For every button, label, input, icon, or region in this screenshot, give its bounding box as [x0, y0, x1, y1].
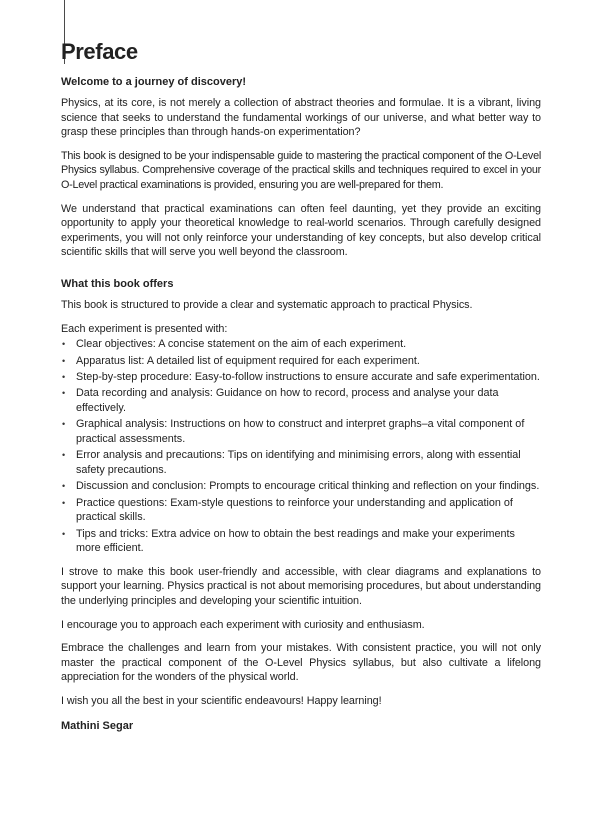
offers-intro: This book is structured to provide a clear and systematic approach to practical Physics.	[61, 298, 473, 311]
intro-paragraph: We understand that practical examinations can often feel daunting, yet they provide an exciting opportunity to apply your theoretical knowledge to real-world scenarios. Through carefully designed experiments, you will not only reinforce your understanding of key concepts, but also develop critical scientific skills that will serve you well beyond the classroom.	[61, 202, 541, 259]
list-item: • Apparatus list: A detailed list of equipment required for each experiment.	[61, 354, 541, 369]
welcome-heading: Welcome to a journey of discovery!	[61, 76, 247, 88]
closing-paragraph: I wish you all the best in your scientific endeavours! Happy learning!	[61, 694, 382, 707]
list-item: • Graphical analysis: Instructions on how to construct and interpret graphs–a vital component of practical assessments.	[61, 417, 541, 446]
author-signature: Mathini Segar	[61, 719, 134, 732]
closing-paragraph: I encourage you to approach each experiment with curiosity and enthusiasm.	[61, 618, 425, 631]
offers-heading: What this book offers	[61, 277, 174, 290]
preface-page	[61, 40, 541, 732]
intro-paragraph: This book is designed to be your indispensable guide to mastering the practical component of the O-Level Physics syllabus. Comprehensive coverage of the practical skills and techniques required to excel in your O-Level practical examinations is provided, ensuring you are well-prepared for them.	[61, 149, 541, 191]
closing-paragraph: Embrace the challenges and learn from your mistakes. With consistent practice, you will not only master the practical component of the O-Level Physics syllabus, but also cultivate a lifelong appreciation for the wonders of the physical world.	[61, 642, 541, 684]
list-lead: Each experiment is presented with:	[61, 322, 228, 335]
closing-paragraph: I strove to make this book user-friendly and accessible, with clear diagrams and explanations to support your learning. Physics practical is not about memorising procedures, but about understanding the underlying principles and developing your scientific intuition.	[61, 565, 541, 607]
list-item: • Data recording and analysis: Guidance on how to record, process and analyse your data effectively.	[61, 386, 541, 415]
list-item: • Tips and tricks: Extra advice on how to obtain the best readings and make your experiments more efficient.	[61, 527, 541, 556]
list-item: • Error analysis and precautions: Tips on identifying and minimising errors, along with essential safety precautions.	[61, 448, 541, 477]
list-item: • Discussion and conclusion: Prompts to encourage critical thinking and reflection on your findings.	[61, 479, 541, 494]
list-item: • Practice questions: Exam-style questions to reinforce your understanding and application of practical skills.	[61, 496, 541, 525]
list-item: • Clear objectives: A concise statement on the aim of each experiment.	[61, 337, 541, 352]
page-title: Preface	[61, 39, 138, 64]
list-item: • Step-by-step procedure: Easy-to-follow instructions to ensure accurate and safe experimentation.	[61, 370, 541, 385]
features-list	[61, 337, 541, 556]
intro-paragraph: Physics, at its core, is not merely a collection of abstract theories and formulae. It is a vibrant, living science that seeks to understand the fundamental workings of our universe, and what better way to grasp these principles than through hands-on experimentation?	[61, 97, 541, 139]
